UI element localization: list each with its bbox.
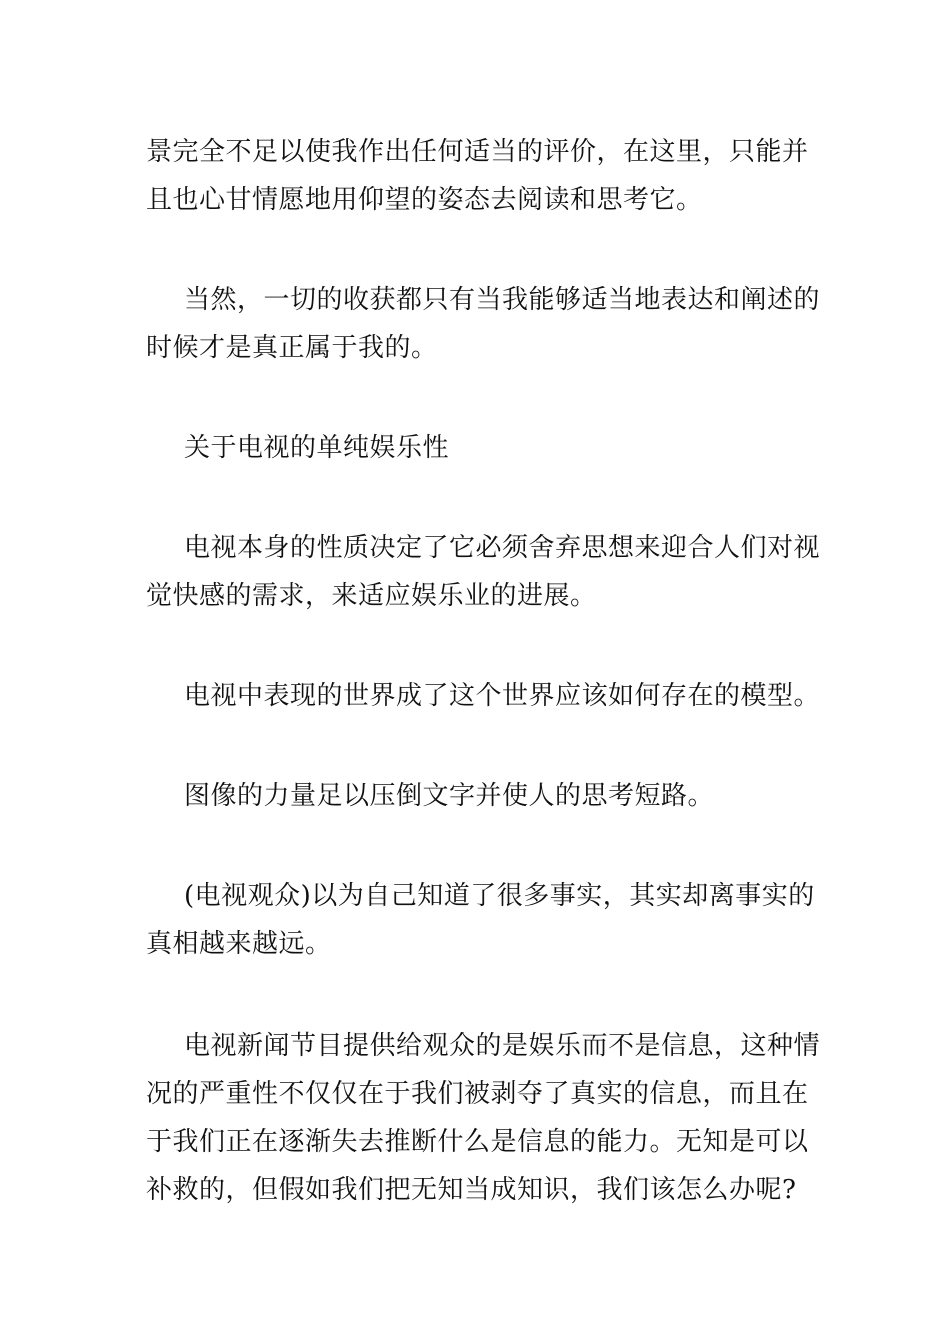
paragraph-line: 且也心甘情愿地用仰望的姿态去阅读和思考它。 (146, 185, 703, 215)
section-heading (146, 424, 810, 472)
paragraph-harvest (146, 276, 821, 372)
paragraph-line: 电视本身的性质决定了它必须舍弃思想来迎合人们对视 (184, 533, 821, 563)
paragraph-line: 觉快感的需求，来适应娱乐业的进展。 (146, 581, 597, 611)
paragraph-line: (电视观众)以为自己知道了很多事实，其实却离事实的 (184, 881, 815, 911)
paragraph-tv-news (146, 1022, 821, 1214)
paragraph-tv-audience (146, 872, 815, 968)
paragraph-line: 图像的力量足以压倒文字并使人的思考短路。 (184, 781, 715, 811)
paragraph-line: 景完全不足以使我作出任何适当的评价，在这里，只能并 (146, 137, 809, 167)
heading-line: 关于电视的单纯娱乐性 (184, 433, 450, 463)
paragraph-tv-world (146, 672, 821, 720)
paragraph-continuation (146, 128, 810, 224)
paragraph-line: 况的严重性不仅仅在于我们被剥夺了真实的信息，而且在 (146, 1079, 809, 1109)
paragraph-line: 当然，一切的收获都只有当我能够适当地表达和阐述的 (184, 285, 821, 315)
paragraph-line: 时候才是真正属于我的。 (146, 333, 438, 363)
paragraph-line: 电视新闻节目提供给观众的是娱乐而不是信息，这种情 (184, 1031, 821, 1061)
paragraph-image-power (146, 772, 810, 820)
paragraph-line: 真相越来越远。 (146, 929, 332, 959)
paragraph-tv-nature (146, 524, 821, 620)
paragraph-line: 电视中表现的世界成了这个世界应该如何存在的模型。 (184, 681, 821, 711)
paragraph-line: 于我们正在逐渐失去推断什么是信息的能力。无知是可以 (146, 1127, 809, 1157)
paragraph-line: 补救的，但假如我们把无知当成知识，我们该怎么办呢? (146, 1175, 797, 1205)
